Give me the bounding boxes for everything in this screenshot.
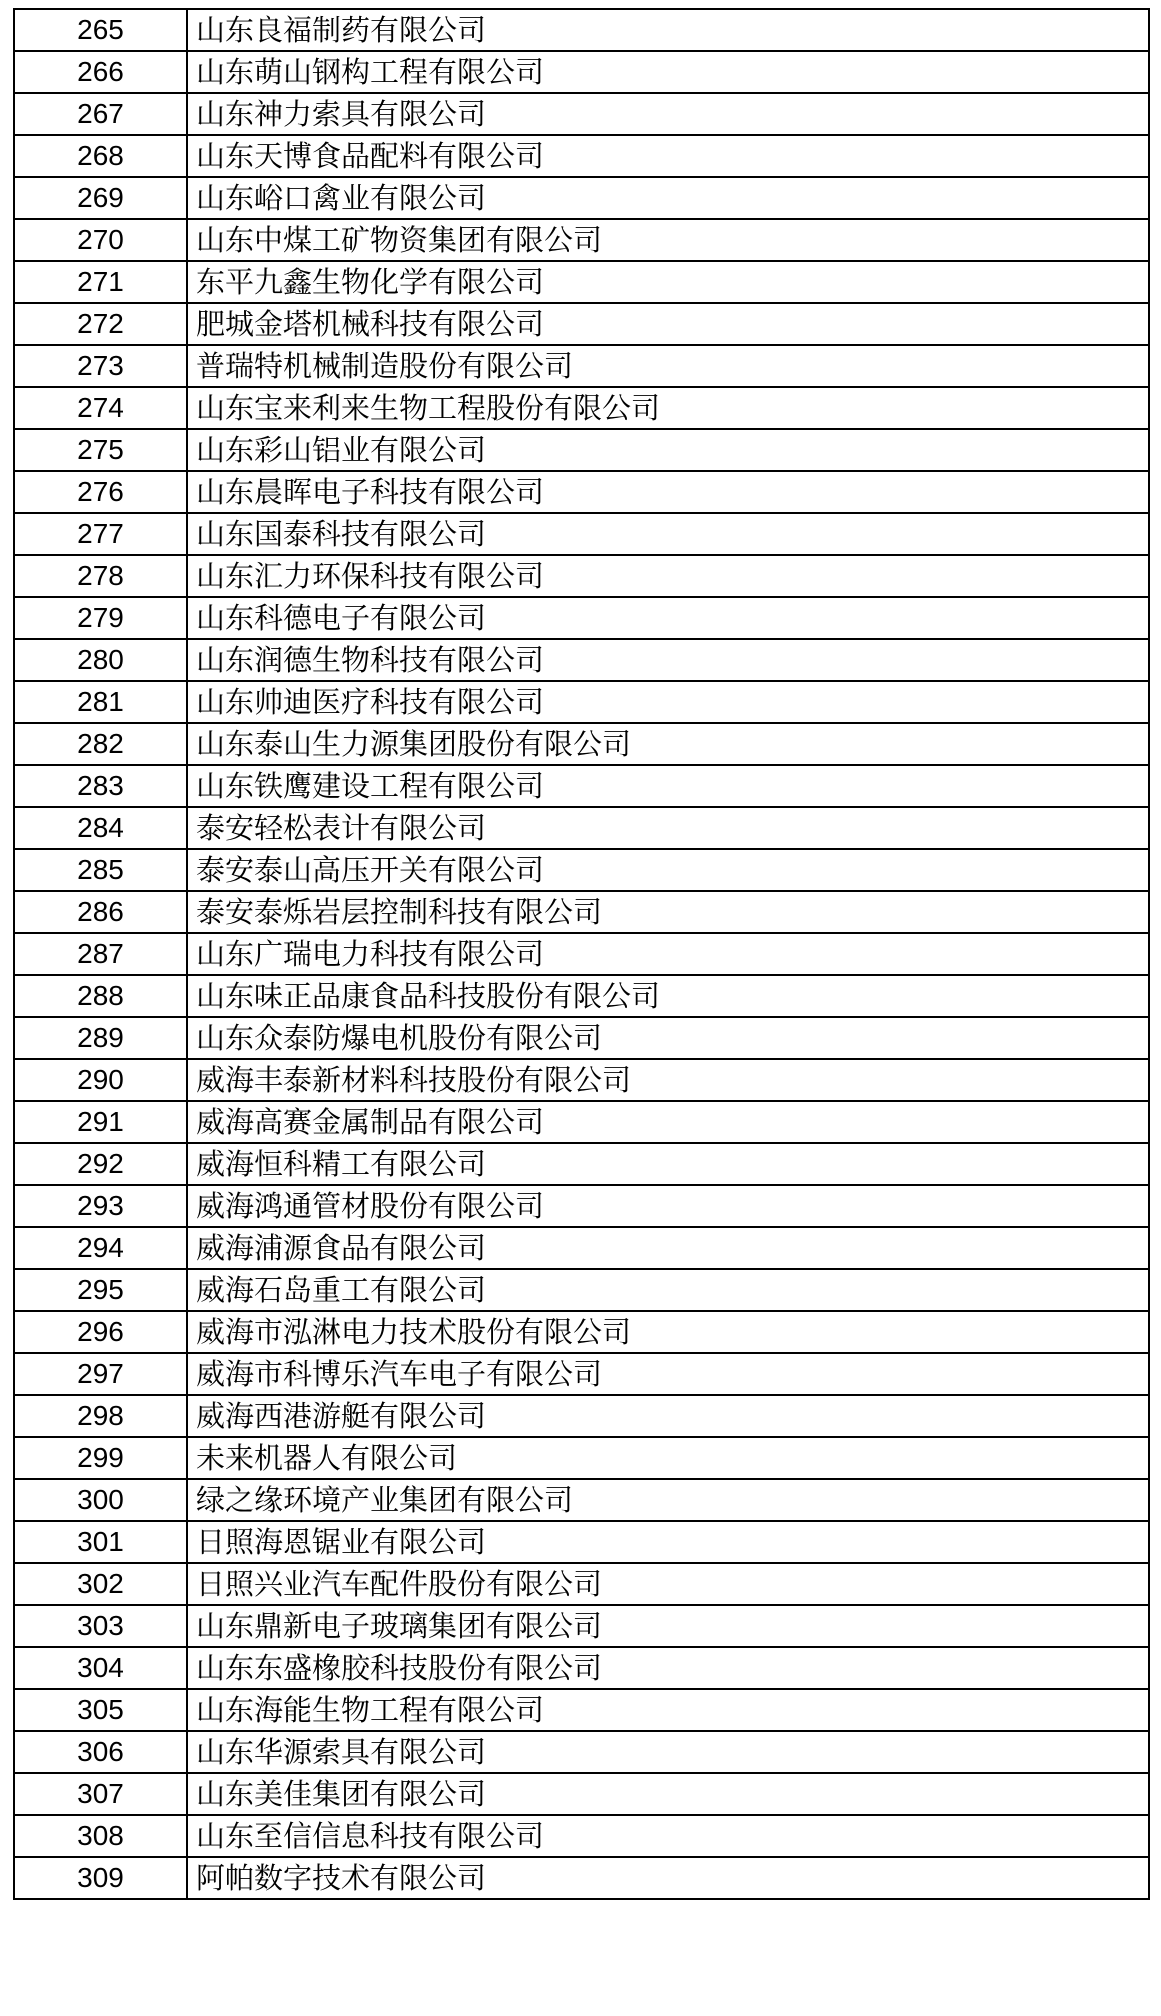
table-row (14, 387, 1149, 429)
company-name: 山东华源索具有限公司 (187, 1731, 1149, 1773)
row-number: 300 (14, 1479, 187, 1521)
company-name: 威海丰泰新材料科技股份有限公司 (187, 1059, 1149, 1101)
table-row (14, 1227, 1149, 1269)
company-name: 威海浦源食品有限公司 (187, 1227, 1149, 1269)
row-number: 299 (14, 1437, 187, 1479)
table-row (14, 345, 1149, 387)
table-row (14, 1437, 1149, 1479)
table-row (14, 471, 1149, 513)
company-name: 威海高赛金属制品有限公司 (187, 1101, 1149, 1143)
table-row (14, 1311, 1149, 1353)
table-row (14, 1395, 1149, 1437)
table-row (14, 597, 1149, 639)
company-name: 威海市泓淋电力技术股份有限公司 (187, 1311, 1149, 1353)
company-name: 泰安泰烁岩层控制科技有限公司 (187, 891, 1149, 933)
company-name: 山东美佳集团有限公司 (187, 1773, 1149, 1815)
table-row (14, 933, 1149, 975)
row-number: 289 (14, 1017, 187, 1059)
company-name: 山东东盛橡胶科技股份有限公司 (187, 1647, 1149, 1689)
table-row (14, 639, 1149, 681)
company-name: 山东至信信息科技有限公司 (187, 1815, 1149, 1857)
table-row (14, 807, 1149, 849)
table-row (14, 1773, 1149, 1815)
row-number: 273 (14, 345, 187, 387)
table-row (14, 975, 1149, 1017)
table-row (14, 1479, 1149, 1521)
table-row (14, 1269, 1149, 1311)
company-name: 山东广瑞电力科技有限公司 (187, 933, 1149, 975)
table-row (14, 1353, 1149, 1395)
row-number: 302 (14, 1563, 187, 1605)
row-number: 279 (14, 597, 187, 639)
row-number: 280 (14, 639, 187, 681)
table-row (14, 1605, 1149, 1647)
company-name: 未来机器人有限公司 (187, 1437, 1149, 1479)
table-row (14, 1731, 1149, 1773)
table-row (14, 1017, 1149, 1059)
table-row (14, 1059, 1149, 1101)
row-number: 286 (14, 891, 187, 933)
row-number: 269 (14, 177, 187, 219)
company-name: 普瑞特机械制造股份有限公司 (187, 345, 1149, 387)
row-number: 298 (14, 1395, 187, 1437)
row-number: 265 (14, 9, 187, 51)
table-row (14, 261, 1149, 303)
row-number: 304 (14, 1647, 187, 1689)
company-name: 山东海能生物工程有限公司 (187, 1689, 1149, 1731)
table-row (14, 723, 1149, 765)
table-row (14, 51, 1149, 93)
row-number: 277 (14, 513, 187, 555)
row-number: 283 (14, 765, 187, 807)
company-name: 山东铁鹰建设工程有限公司 (187, 765, 1149, 807)
row-number: 282 (14, 723, 187, 765)
row-number: 278 (14, 555, 187, 597)
company-name: 山东汇力环保科技有限公司 (187, 555, 1149, 597)
company-name: 山东泰山生力源集团股份有限公司 (187, 723, 1149, 765)
row-number: 303 (14, 1605, 187, 1647)
table-row (14, 1101, 1149, 1143)
company-name: 肥城金塔机械科技有限公司 (187, 303, 1149, 345)
row-number: 309 (14, 1857, 187, 1899)
company-name: 日照海恩锯业有限公司 (187, 1521, 1149, 1563)
row-number: 292 (14, 1143, 187, 1185)
table-row (14, 429, 1149, 471)
row-number: 297 (14, 1353, 187, 1395)
company-name: 山东晨晖电子科技有限公司 (187, 471, 1149, 513)
row-number: 267 (14, 93, 187, 135)
company-name: 山东味正品康食品科技股份有限公司 (187, 975, 1149, 1017)
company-name: 山东峪口禽业有限公司 (187, 177, 1149, 219)
company-name: 山东润德生物科技有限公司 (187, 639, 1149, 681)
table-row (14, 93, 1149, 135)
company-name: 威海恒科精工有限公司 (187, 1143, 1149, 1185)
company-name: 威海西港游艇有限公司 (187, 1395, 1149, 1437)
row-number: 284 (14, 807, 187, 849)
table-row (14, 681, 1149, 723)
company-name: 山东彩山铝业有限公司 (187, 429, 1149, 471)
company-name: 山东国泰科技有限公司 (187, 513, 1149, 555)
table-row (14, 555, 1149, 597)
company-name: 山东天博食品配料有限公司 (187, 135, 1149, 177)
row-number: 293 (14, 1185, 187, 1227)
row-number: 288 (14, 975, 187, 1017)
table-row (14, 513, 1149, 555)
company-name: 泰安轻松表计有限公司 (187, 807, 1149, 849)
company-name: 山东中煤工矿物资集团有限公司 (187, 219, 1149, 261)
table-row (14, 891, 1149, 933)
row-number: 285 (14, 849, 187, 891)
row-number: 305 (14, 1689, 187, 1731)
row-number: 301 (14, 1521, 187, 1563)
company-name: 威海鸿通管材股份有限公司 (187, 1185, 1149, 1227)
row-number: 308 (14, 1815, 187, 1857)
table-row (14, 765, 1149, 807)
row-number: 275 (14, 429, 187, 471)
company-name: 绿之缘环境产业集团有限公司 (187, 1479, 1149, 1521)
company-name: 阿帕数字技术有限公司 (187, 1857, 1149, 1899)
table-row (14, 177, 1149, 219)
table-row (14, 1815, 1149, 1857)
company-name: 山东神力索具有限公司 (187, 93, 1149, 135)
company-name: 山东良福制药有限公司 (187, 9, 1149, 51)
table-row (14, 1563, 1149, 1605)
company-name: 山东帅迪医疗科技有限公司 (187, 681, 1149, 723)
row-number: 294 (14, 1227, 187, 1269)
company-name: 日照兴业汽车配件股份有限公司 (187, 1563, 1149, 1605)
company-name: 威海市科博乐汽车电子有限公司 (187, 1353, 1149, 1395)
table-row (14, 303, 1149, 345)
company-name: 山东宝来利来生物工程股份有限公司 (187, 387, 1149, 429)
row-number: 271 (14, 261, 187, 303)
company-name: 山东萌山钢构工程有限公司 (187, 51, 1149, 93)
company-name: 山东科德电子有限公司 (187, 597, 1149, 639)
company-name: 东平九鑫生物化学有限公司 (187, 261, 1149, 303)
table-row (14, 1857, 1149, 1899)
company-name: 威海石岛重工有限公司 (187, 1269, 1149, 1311)
row-number: 272 (14, 303, 187, 345)
row-number: 266 (14, 51, 187, 93)
row-number: 287 (14, 933, 187, 975)
row-number: 290 (14, 1059, 187, 1101)
row-number: 270 (14, 219, 187, 261)
row-number: 296 (14, 1311, 187, 1353)
table-row (14, 1521, 1149, 1563)
table-row (14, 135, 1149, 177)
company-name: 山东鼎新电子玻璃集团有限公司 (187, 1605, 1149, 1647)
row-number: 295 (14, 1269, 187, 1311)
table-row (14, 1647, 1149, 1689)
table-row (14, 1689, 1149, 1731)
row-number: 274 (14, 387, 187, 429)
company-list-table (13, 8, 1150, 1900)
row-number: 306 (14, 1731, 187, 1773)
table-row (14, 1143, 1149, 1185)
table-row (14, 849, 1149, 891)
table-row (14, 219, 1149, 261)
company-name: 山东众泰防爆电机股份有限公司 (187, 1017, 1149, 1059)
row-number: 268 (14, 135, 187, 177)
company-list-body (14, 9, 1149, 1899)
table-row (14, 9, 1149, 51)
row-number: 276 (14, 471, 187, 513)
row-number: 307 (14, 1773, 187, 1815)
row-number: 281 (14, 681, 187, 723)
row-number: 291 (14, 1101, 187, 1143)
table-row (14, 1185, 1149, 1227)
company-name: 泰安泰山高压开关有限公司 (187, 849, 1149, 891)
